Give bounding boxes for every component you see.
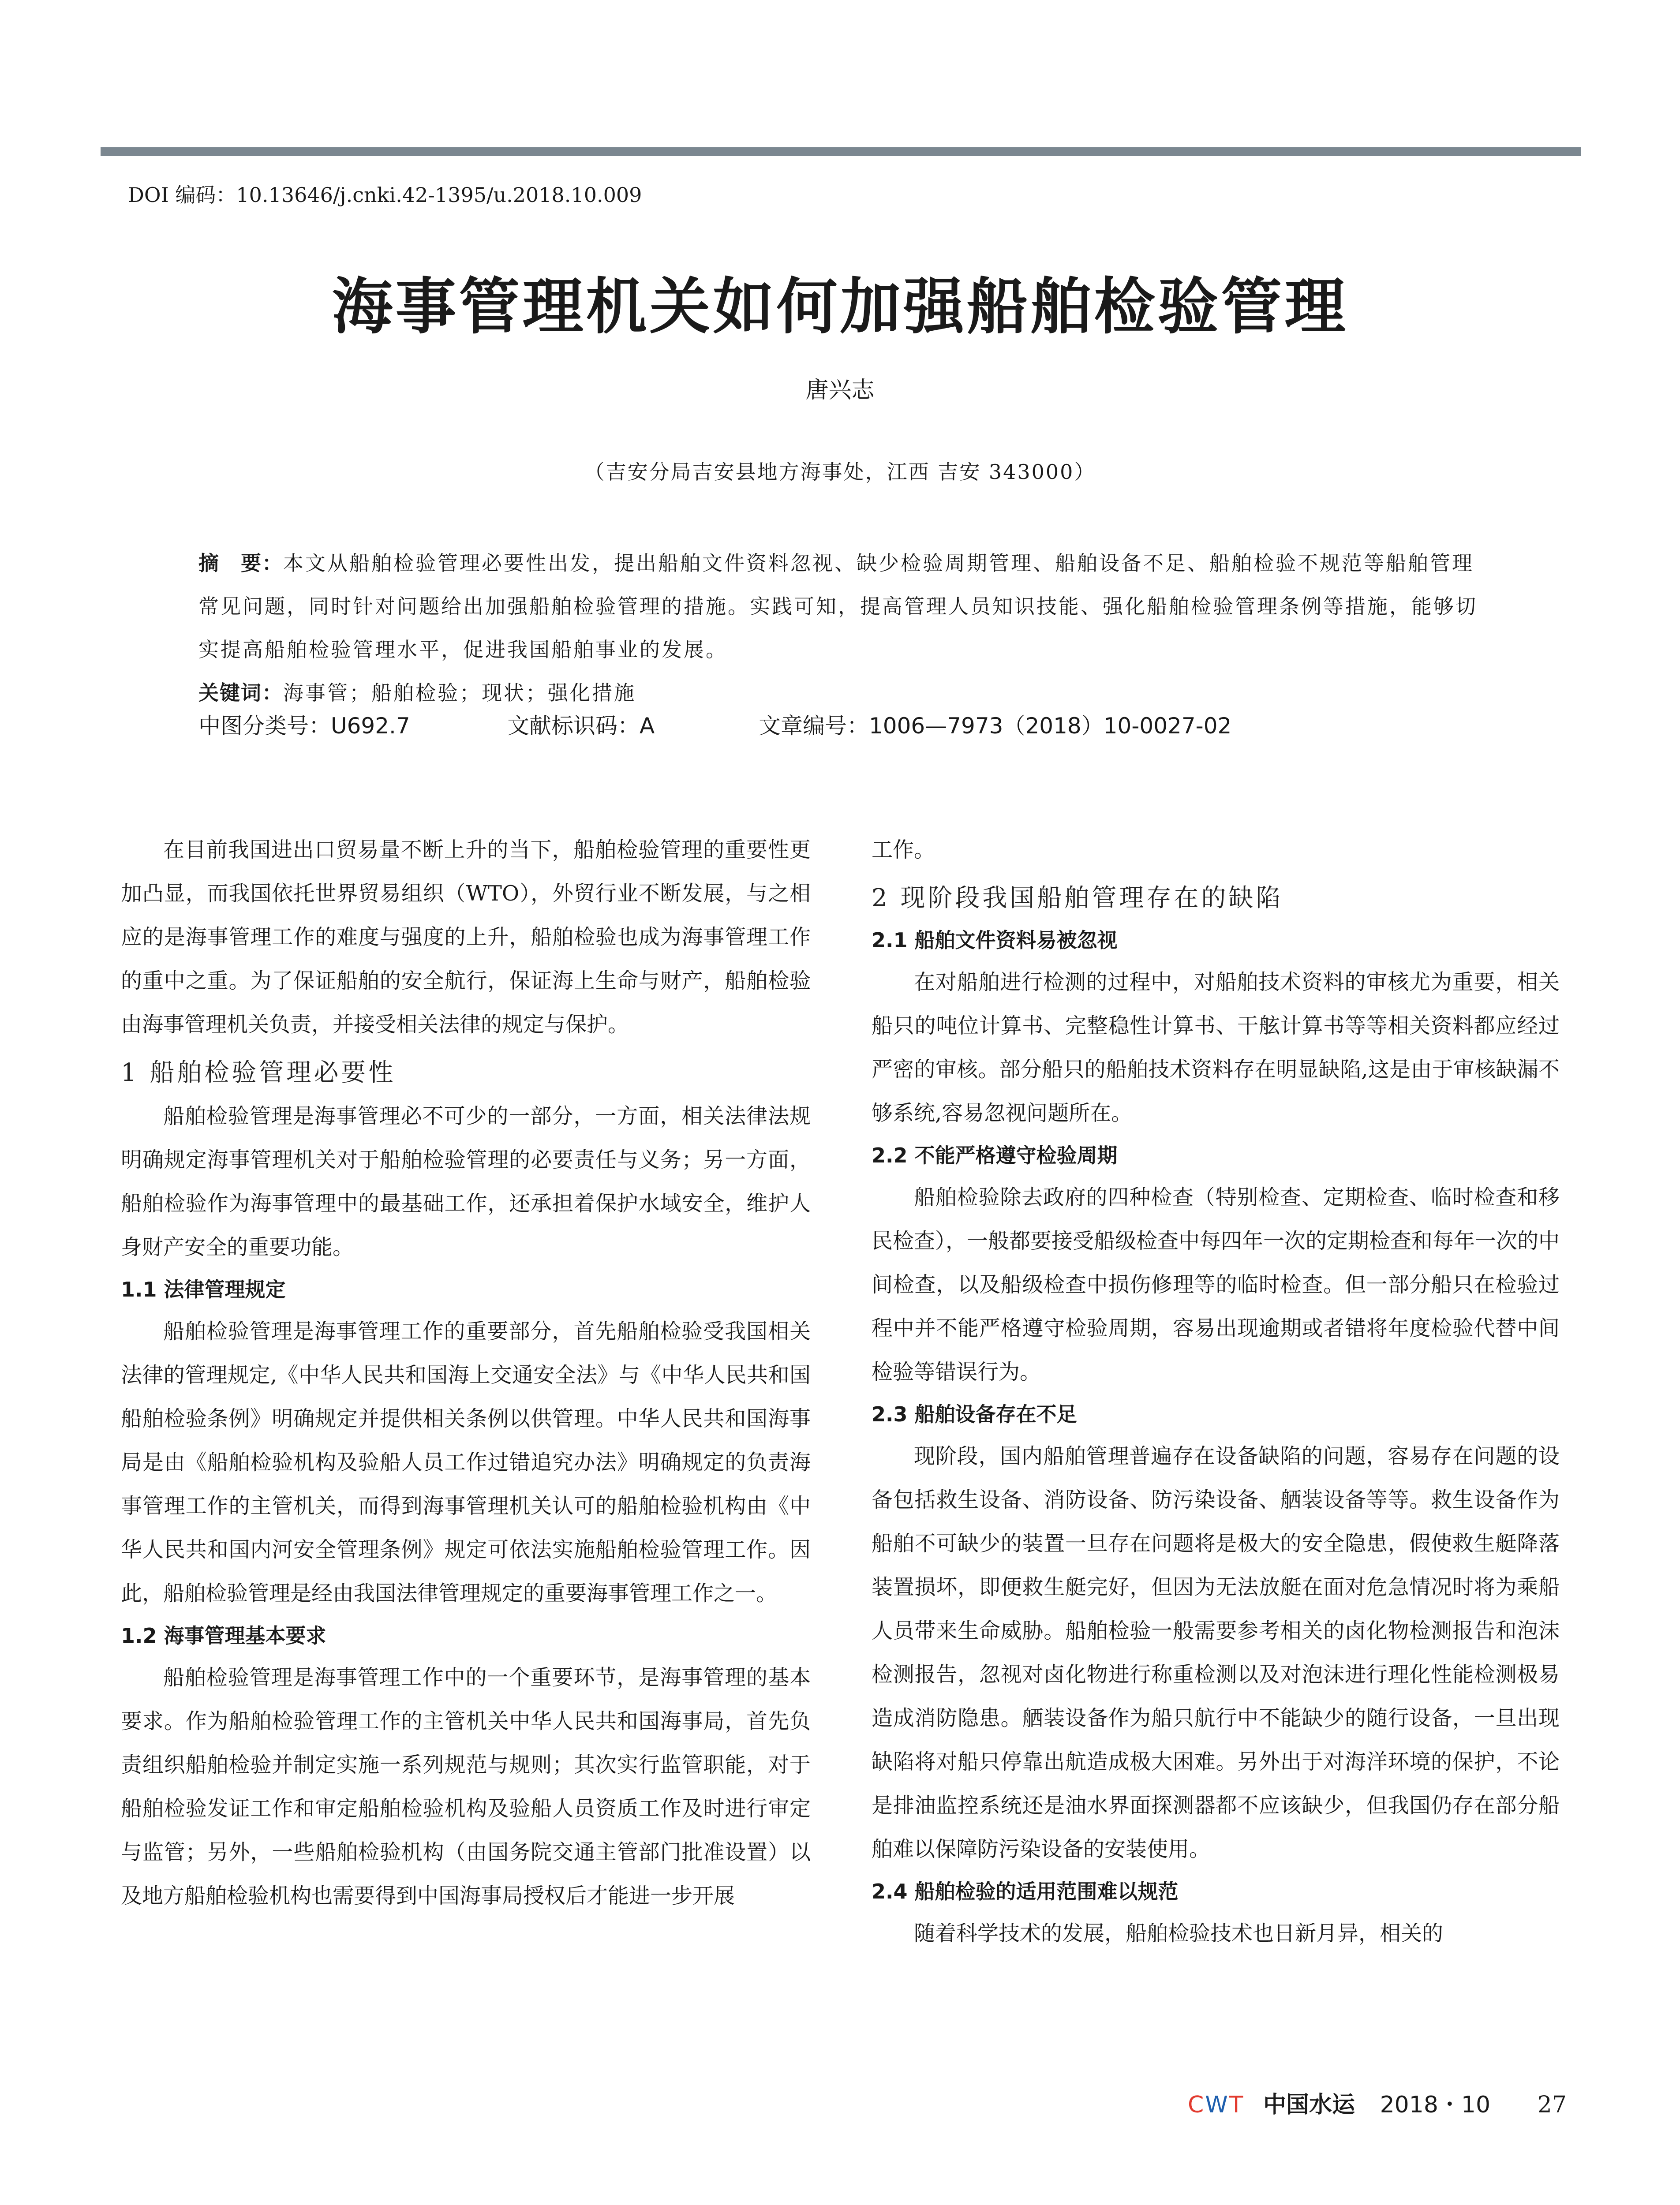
section-1-1-text: 船舶检验管理是海事管理工作的重要部分，首先船舶检验受我国相关法律的管理规定,《中华人民共和国海上交通安全法》与《中华人民共和国船舶检验条例》明确规定并提供相关条例以供管理。中华人民共和国海事局是由《船舶检验机构及验船人员工作过错追究办法》明确规定的负责海事管理工作的主管机关，而得到海事管理机关认可的船舶检验机构由《中华人民共和国内河安全管理条例》规定可依法实施船舶检验管理工作。因此，船舶检验管理是经由我国法律管理规定的重要海事管理工作之一。 [121,1319,811,1606]
abstract [198,542,1491,671]
abstract-block [198,542,1491,714]
cwt-logo-t: T [1229,2092,1245,2118]
section-2-2-text: 船舶检验除去政府的四种检查（特别检查、定期检查、临时检查和移民检查），一般都要接受船级检查中每四年一次的定期检查和每年一次的中间检查，以及船级检查中损伤修理等的临时检查。但一部分船只在检验过程中并不能严格遵守检验周期，容易出现逾期或者错将年度检验代替中间检验等错误行为。 [872,1185,1560,1384]
cwt-logo-w: W [1205,2092,1229,2118]
article-number: 文章编号：1006—7973（2018）10-0027-02 [759,713,1232,739]
section-2-2-heading: 2.2 不能严格遵守检验周期 [872,1144,1118,1167]
continued-text: 工作。 [872,837,935,862]
top-rule [101,147,1581,156]
author-affiliation: （吉安分局吉安县地方海事处，江西 吉安 343000） [584,460,1096,484]
section-1-text: 船舶检验管理是海事管理必不可少的一部分，一方面，相关法律法规明确规定海事管理机关对于船舶检验管理的必要责任与义务；另一方面，船舶检验作为海事管理中的最基础工作，还承担着保护水域安全，维护人身财产安全的重要功能。 [121,1104,811,1259]
section-1-heading: 1 船舶检验管理必要性 [121,1058,396,1087]
section-1-2-text: 船舶检验管理是海事管理工作中的一个重要环节，是海事管理的基本要求。作为船舶检验管理工作的主管机关中华人民共和国海事局，首先负责组织船舶检验并制定实施一系列规范与规则；其次实行监管职能，对于船舶检验发证工作和审定船舶检验机构及验船人员资质工作及时进行审定与监管；另外，一些船舶检验机构（由国务院交通主管部门批准设置）以及地方船舶检验机构也需要得到中国海事局授权后才能进一步开展 [121,1665,811,1908]
keywords-text: 海事管；船舶检验；现状；强化措施 [283,681,636,705]
doi-line: DOI 编码：10.13646/j.cnki.42-1395/u.2018.10.009 [128,183,642,207]
left-column [121,828,811,1918]
cwt-logo [1188,2092,1245,2118]
document-code: 文献标识码：A [507,713,655,739]
author-name: 唐兴志 [805,377,875,404]
section-2-3-text: 现阶段，国内船舶管理普遍存在设备缺陷的问题，容易存在问题的设备包括救生设备、消防设备、防污染设备、舾装设备等等。救生设备作为船舶不可缺少的装置一旦存在问题将是极大的安全隐患，假使救生艇降落装置损坏，即便救生艇完好，但因为无法放艇在面对危急情况时将为乘船人员带来生命威胁。船舶检验一般需要参考相关的卤化物检测报告和泡沫检测报告，忽视对卤化物进行称重检测以及对泡沫进行理化性能检测极易造成消防隐患。舾装设备作为船只航行中不能缺少的随行设备，一旦出现缺陷将对船只停靠出航造成极大困难。另外出于对海洋环境的保护，不论是排油监控系统还是油水界面探测器都不应该缺少，但我国仍存在部分船舶难以保障防污染设备的安装使用。 [872,1444,1560,1861]
section-2-1-heading: 2.1 船舶文件资料易被忽视 [872,928,1118,952]
issue-number: 2018・10 [1380,2092,1491,2118]
page-footer [1188,2089,1567,2120]
classification-line [198,708,1345,744]
keywords-label: 关键词： [198,681,283,705]
section-2-3-heading: 2.3 船舶设备存在不足 [872,1402,1077,1426]
intro-paragraph: 在目前我国进出口贸易量不断上升的当下，船舶检验管理的重要性更加凸显，而我国依托世界贸易组织（WTO），外贸行业不断发展，与之相应的是海事管理工作的难度与强度的上升，船舶检验也成为海事管理工作的重中之重。为了保证船舶的安全航行，保证海上生命与财产，船舶检验由海事管理机关负责，并接受相关法律的规定与保护。 [121,837,811,1037]
section-2-4-text: 随着科学技术的发展，船舶检验技术也日新月异，相关的 [914,1921,1444,1946]
section-2-heading: 2 现阶段我国船舶管理存在的缺陷 [872,884,1283,912]
class-number: 中图分类号：U692.7 [198,713,410,739]
section-1-1-heading: 1.1 法律管理规定 [121,1278,286,1301]
abstract-label: 摘 要： [198,551,283,575]
journal-name: 中国水运 [1263,2091,1355,2118]
page-number: 27 [1537,2092,1567,2118]
cwt-logo-c: C [1188,2092,1205,2118]
section-2-4-heading: 2.4 船舶检验的适用范围难以规范 [872,1880,1179,1903]
section-2-1-text: 在对船舶进行检测的过程中，对船舶技术资料的审核尤为重要，相关船只的吨位计算书、完整稳性计算书、干舷计算书等等相关资料都应经过严密的审核。部分船只的船舶技术资料存在明显缺陷,这是由于审核缺漏不够系统,容易忽视问题所在。 [872,970,1560,1125]
abstract-text: 本文从船舶检验管理必要性出发，提出船舶文件资料忽视、缺少检验周期管理、船舶设备不足、船舶检验不规范等船舶管理常见问题，同时针对问题给出加强船舶检验管理的措施。实践可知，提高管理人员知识技能、强化船舶检验管理条例等措施，能够切实提高船舶检验管理水平，促进我国船舶事业的发展。 [198,551,1478,662]
section-1-2-heading: 1.2 海事管理基本要求 [121,1624,326,1648]
right-column [872,828,1560,1955]
article-title: 海事管理机关如何加强船舶检验管理 [332,270,1348,342]
